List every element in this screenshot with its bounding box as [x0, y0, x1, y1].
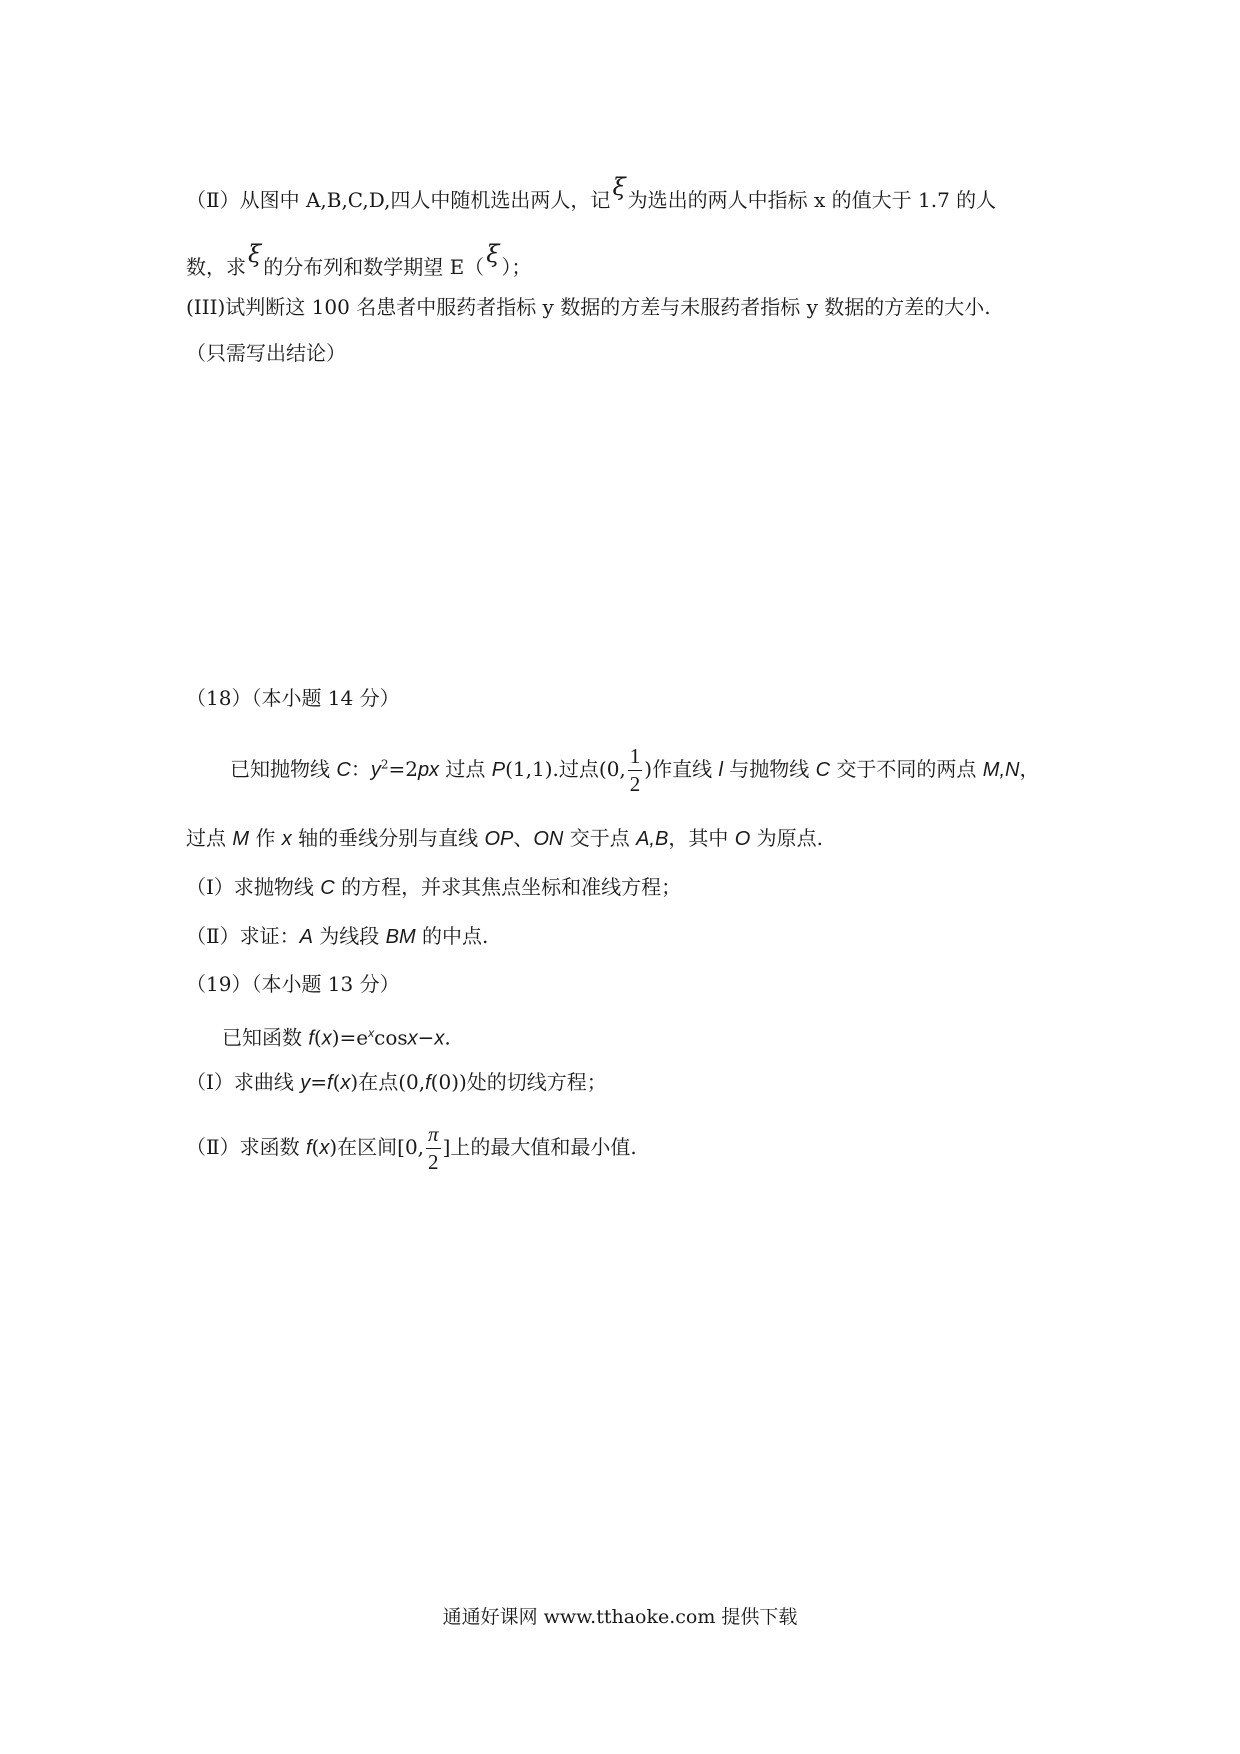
math-var: A,B — [636, 828, 669, 850]
text: 为线段 — [312, 924, 386, 948]
math-var: x — [281, 828, 292, 850]
fraction-pi-over-2 — [426, 1124, 441, 1173]
text: . — [444, 1025, 451, 1050]
q17-part3-line2: （只需写出结论） — [186, 341, 346, 365]
math-var: px — [417, 759, 440, 781]
text: 为选出的两人中指标 x 的值大于 1.7 的人 — [627, 188, 997, 212]
text: ， — [1019, 757, 1040, 781]
page-footer: 通通好课网 www.tthaoke.com 提供下载 — [442, 1606, 798, 1628]
denominator: 2 — [629, 772, 641, 796]
text: = — [310, 1070, 328, 1094]
text: − — [417, 1025, 435, 1050]
math-var: M — [232, 828, 250, 850]
math-var: P — [491, 759, 506, 781]
text: （Ⅱ）求函数 — [186, 1135, 306, 1159]
fraction-one-half — [628, 746, 643, 795]
xi-symbol: ξ — [248, 240, 262, 268]
text: ： — [350, 757, 371, 781]
math-var: A — [299, 926, 313, 948]
text: 已知抛物线 — [230, 757, 337, 781]
math-var: f — [327, 1072, 333, 1094]
text: 的方程，并求其焦点坐标和准线方程； — [334, 875, 682, 899]
text: 过点 — [439, 757, 492, 781]
math-var: x — [407, 1027, 418, 1050]
q18-statement-line2 — [186, 824, 823, 853]
text: 为原点. — [750, 826, 823, 850]
text: =e — [339, 1025, 369, 1050]
text: 交于点 — [563, 826, 637, 850]
q19-header: （19）（本小题 13 分） — [186, 972, 400, 996]
math-var: M,N — [982, 759, 1020, 781]
q18-part2 — [186, 922, 488, 951]
math-var: x — [434, 1027, 445, 1050]
text: cos — [374, 1025, 408, 1050]
math-var: ON — [533, 828, 564, 850]
text: 已知函数 — [222, 1025, 309, 1050]
q18-statement-line1 — [230, 746, 1039, 795]
math-var: OP — [484, 828, 514, 850]
q17-part3-line1: (III)试判断这 100 名患者中服药者指标 y 数据的方差与未服药者指标 y 数据的方差的大小. — [186, 295, 991, 319]
text: 作 — [249, 826, 282, 850]
text: 的中点. — [415, 924, 489, 948]
math-var: C — [320, 877, 335, 899]
text: （Ⅰ）求抛物线 — [186, 875, 321, 899]
q17-part2-line1 — [186, 173, 996, 214]
q18-header: （18）（本小题 14 分） — [186, 686, 400, 710]
q18-part1 — [186, 873, 681, 902]
math-var: y — [370, 759, 381, 781]
text: （Ⅱ）从图中 A,B,C,D,四人中随机选出两人，记 — [186, 188, 611, 212]
text: =2 — [388, 757, 418, 781]
text: 数，求 — [186, 255, 246, 279]
text: ]上的最大值和最小值. — [442, 1135, 637, 1159]
math-var: l — [718, 759, 723, 781]
numerator: 1 — [628, 746, 643, 771]
superscript: 2 — [380, 757, 389, 772]
text: 在区间[0, — [337, 1135, 425, 1159]
text: (0))处的切线方程； — [430, 1070, 607, 1094]
math-var: C — [336, 759, 351, 781]
math-var: x — [368, 1026, 375, 1040]
math-var: x — [319, 1137, 330, 1159]
text: ）； — [501, 255, 532, 279]
text: （Ⅰ）求曲线 — [186, 1070, 301, 1094]
text: 轴的垂线分别与直线 — [291, 826, 485, 850]
q19-statement: 已知函数 $f(x)=e^x\cos x-x$. — [222, 1025, 451, 1050]
text: (1,1).过点(0, — [505, 757, 626, 781]
text: ，其中 — [668, 826, 735, 850]
text: （Ⅱ）求证： — [186, 924, 300, 948]
q17-part2-line2 — [186, 240, 531, 281]
q19-part1: （Ⅰ）求曲线 y=f(x)在点(0,f(0))处的切线方程； — [186, 1070, 607, 1094]
math-var: f — [305, 1137, 312, 1159]
text: 过点 — [186, 826, 233, 850]
text: 与抛物线 — [722, 757, 816, 781]
text: 交于不同的两点 — [830, 757, 983, 781]
denominator: 2 — [428, 1150, 439, 1174]
xi-symbol: ξ — [486, 240, 500, 268]
math-var: C — [815, 759, 831, 781]
text: 、 — [513, 826, 534, 850]
math-var: f — [308, 1027, 314, 1050]
text: )作直线 — [644, 757, 719, 781]
text: 的分布列和数学期望 E（ — [263, 255, 485, 279]
math-var: x — [321, 1027, 332, 1050]
xi-symbol: ξ — [612, 173, 626, 201]
math-var: BM — [385, 926, 416, 948]
math-var: y — [300, 1072, 311, 1094]
numerator: π — [426, 1124, 441, 1149]
q19-part2: （Ⅱ）求函数 f(x)在区间[0, $\frac{\pi}{2}$ ]上的最大值和最小值. — [186, 1122, 637, 1174]
math-var: O — [734, 828, 751, 850]
text: 在点(0, — [358, 1070, 426, 1094]
math-var: x — [340, 1072, 351, 1094]
math-var: f — [425, 1072, 431, 1094]
